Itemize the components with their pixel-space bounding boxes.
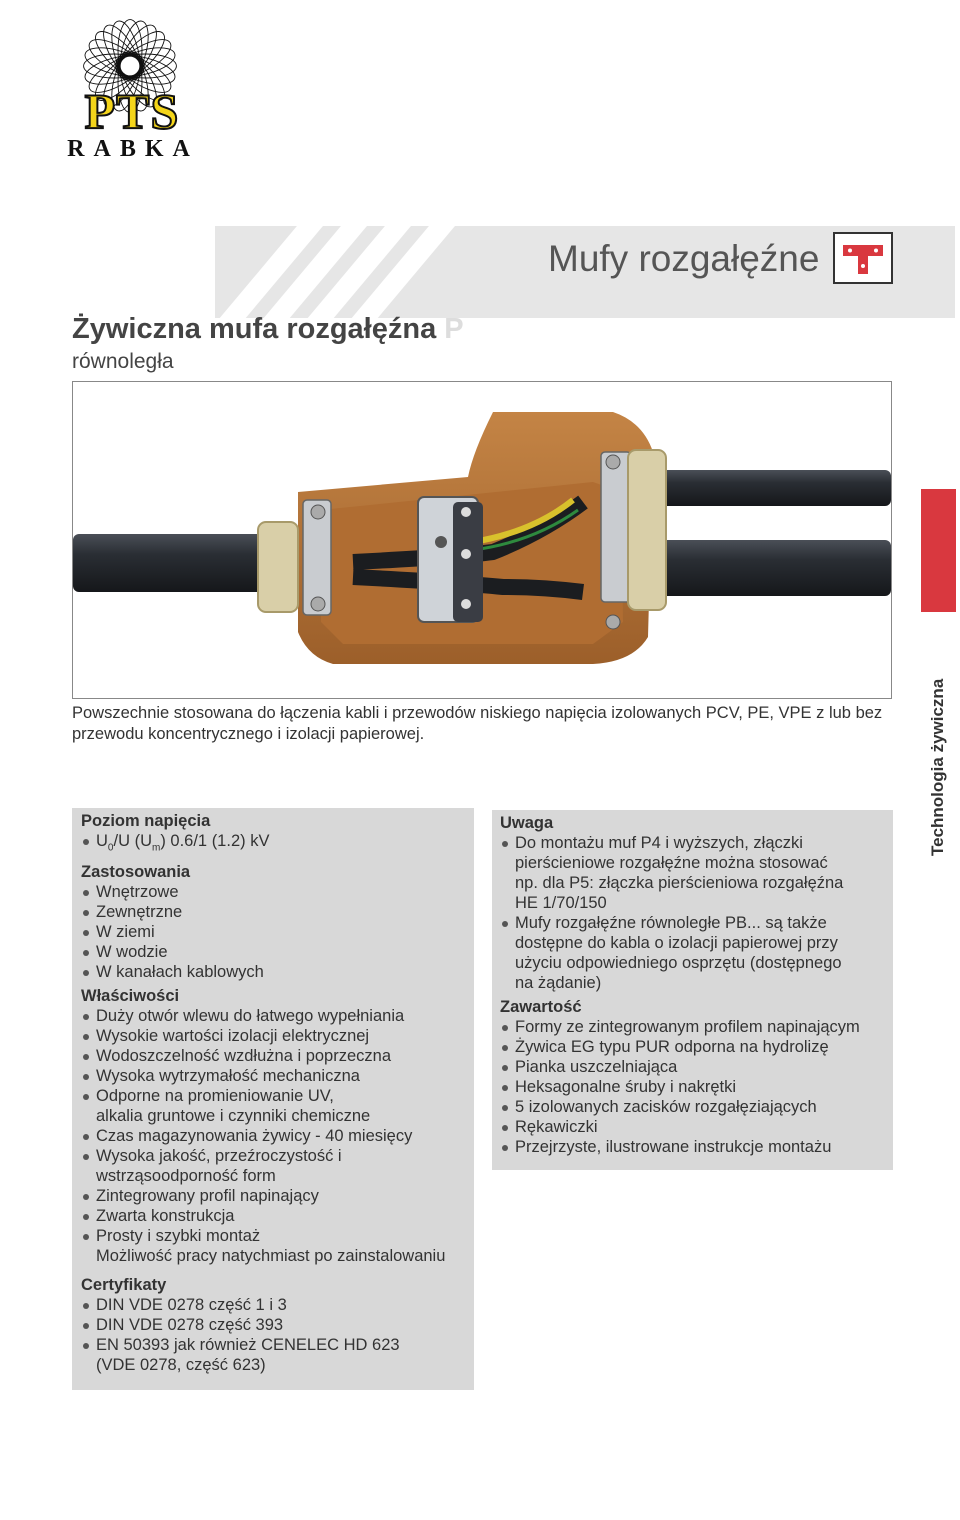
side-label: Technologia żywiczna xyxy=(928,678,947,856)
list-item: W wodzie xyxy=(81,942,474,962)
logo-rabka-text: RABKA xyxy=(67,136,199,162)
list-item: Prosty i szybki montaż xyxy=(81,1226,474,1246)
company-logo xyxy=(60,0,210,165)
list-item: 5 izolowanych zacisków rozgałęziających xyxy=(500,1097,893,1117)
list-item: Formy ze zintegrowanym profilem napinającym xyxy=(500,1017,893,1037)
list-item: DIN VDE 0278 część 1 i 3 xyxy=(81,1295,474,1315)
list-item-continuation: dostępne do kabla o izolacji papierowej przy xyxy=(515,934,838,952)
contents-list xyxy=(500,1017,893,1157)
list-item: W kanałach kablowych xyxy=(81,962,474,982)
contents-heading: Zawartość xyxy=(500,998,582,1016)
list-item: Przejrzyste, ilustrowane instrukcje montażu xyxy=(500,1137,893,1157)
side-accent-bar xyxy=(921,489,956,612)
properties-heading: Właściwości xyxy=(81,987,180,1006)
list-item: Wysoka jakość, przeźroczystość i xyxy=(81,1146,474,1166)
list-item-continuation: HE 1/70/150 xyxy=(515,894,607,912)
list-item: Czas magazynowania żywicy - 40 miesięcy xyxy=(81,1126,474,1146)
applications-list xyxy=(81,882,474,982)
logo-pts-text: PTS xyxy=(84,83,180,139)
voltage-heading: Poziom napięcia xyxy=(81,812,211,830)
list-item: DIN VDE 0278 część 393 xyxy=(81,1315,474,1335)
list-item: Do montażu muf P4 i wyższych, złączki xyxy=(500,833,893,853)
um-subscript: m xyxy=(151,842,161,854)
list-item-continuation: wstrząsoodporność form xyxy=(96,1167,276,1186)
list-item: Wnętrzowe xyxy=(81,882,474,902)
list-item: Wysokie wartości izolacji elektrycznej xyxy=(81,1026,474,1046)
list-item: W ziemi xyxy=(81,922,474,942)
list-item: Wodoszczelność wzdłużna i poprzeczna xyxy=(81,1046,474,1066)
list-item: EN 50393 jak również CENELEC HD 623 xyxy=(81,1335,474,1355)
product-photo xyxy=(72,381,892,699)
product-title-text: Żywiczna mufa rozgałęźna xyxy=(72,313,437,345)
list-item: Rękawiczki xyxy=(500,1117,893,1137)
list-item: Pianka uszczelniająca xyxy=(500,1057,893,1077)
applications-heading: Zastosowania xyxy=(81,863,191,882)
list-item-continuation: alkalia gruntowe i czynniki chemiczne xyxy=(96,1107,371,1126)
product-title xyxy=(72,313,464,346)
voltage-list xyxy=(81,831,474,858)
u0-subscript: 0 xyxy=(107,842,114,854)
list-item-continuation: np. dla P5: złączka pierścieniowa rozgałęźna xyxy=(515,874,844,892)
specs-panel-left xyxy=(72,808,474,1390)
list-item-continuation: pierścieniowe rozgałęźne można stosować xyxy=(515,854,828,872)
list-item-continuation: na żądanie) xyxy=(515,974,602,992)
cable-joint-photo xyxy=(73,382,891,698)
list-item: Zintegrowany profil napinający xyxy=(81,1186,474,1206)
product-description: Powszechnie stosowana do łączenia kabli i przewodów niskiego napięcia izolowanych PCV, PE, VPE z lub bez przewodu koncentrycznego i izolacji papierowej. xyxy=(72,704,883,743)
voltage-value: ) 0.6/1 (1.2) kV xyxy=(160,832,270,850)
list-item: Zewnętrzne xyxy=(81,902,474,922)
header-title: Mufy rozgałęźne xyxy=(548,238,820,279)
list-item: Heksagonalne śruby i nakrętki xyxy=(500,1077,893,1097)
product-subtitle: równoległa xyxy=(72,350,174,373)
properties-list xyxy=(81,1006,474,1266)
list-item: Wysoka wytrzymałość mechaniczna xyxy=(81,1066,474,1086)
note-heading: Uwaga xyxy=(500,814,554,832)
specs-panel-right xyxy=(492,810,893,1170)
list-item-continuation: (VDE 0278, część 623) xyxy=(96,1356,266,1375)
list-item: Zwarta konstrukcja xyxy=(81,1206,474,1226)
list-item-continuation: użyciu odpowiedniego osprzętu (dostępnego xyxy=(515,954,842,972)
note-list xyxy=(500,833,893,993)
product-title-suffix: P xyxy=(444,313,464,345)
branch-joint-icon xyxy=(833,232,893,284)
list-item: Żywica EG typu PUR odporna na hydrolizę xyxy=(500,1037,893,1057)
list-item-continuation: Możliwość pracy natychmiast po zainstalowaniu xyxy=(96,1247,446,1266)
certificates-heading: Certyfikaty xyxy=(81,1276,167,1295)
list-item: Duży otwór wlewu do łatwego wypełniania xyxy=(81,1006,474,1026)
list-item: $U_0/U$ $(U_m)$ 0.6/1 (1.2) kV xyxy=(81,831,474,858)
list-item: Mufy rozgałęźne równoległe PB... są także xyxy=(500,913,893,933)
certificates-list xyxy=(81,1295,474,1375)
list-item: Odporne na promieniowanie UV, xyxy=(81,1086,474,1106)
